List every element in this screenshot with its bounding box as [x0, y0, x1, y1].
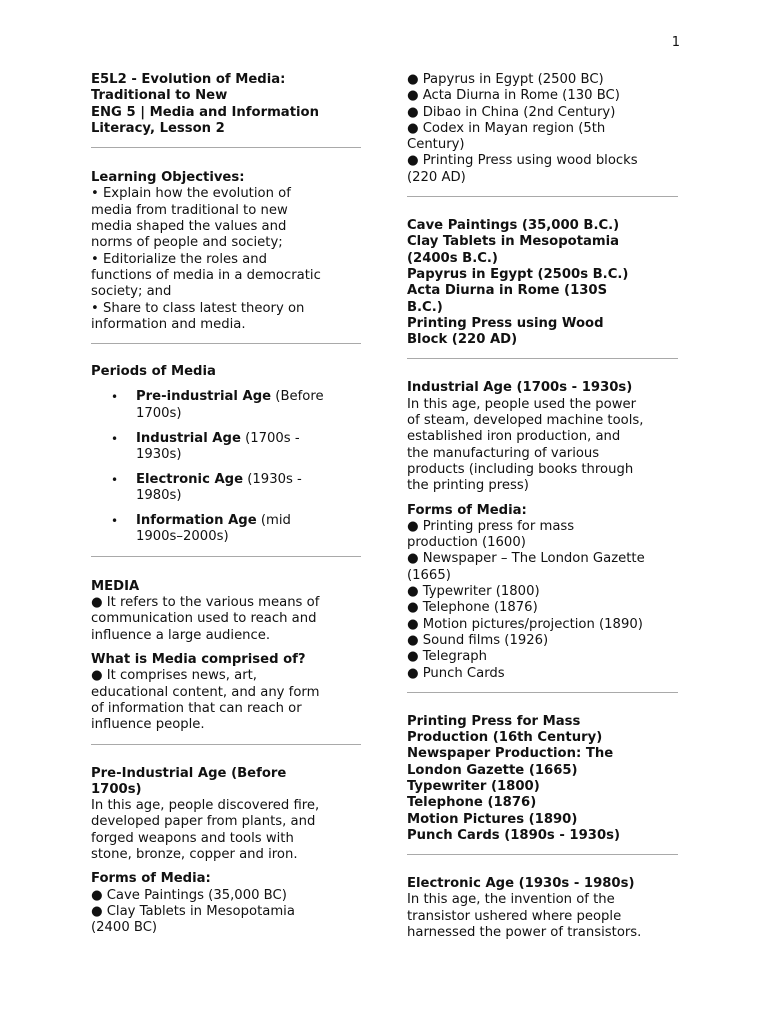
section-heading: MEDIA: [91, 578, 140, 594]
text-line: ● Clay Tablets in Mesopotamia: [91, 903, 295, 919]
text-line: (2400s B.C.): [407, 250, 498, 266]
text-line: ● Punch Cards: [407, 665, 505, 681]
text-line: ● Printing Press using wood blocks: [407, 153, 638, 169]
text-line: ● Newspaper – The London Gazette: [407, 551, 645, 567]
text-line: ● Telephone (1876): [407, 600, 538, 616]
text-line: Block (220 AD): [407, 332, 518, 348]
section-heading: Pre-Industrial Age (Before: [91, 765, 287, 781]
text-line: Printing Press using Wood: [407, 315, 604, 331]
text-line: Century): [407, 137, 465, 153]
period-range: 1980s): [136, 487, 182, 503]
text-line: ● Printing press for mass: [407, 518, 575, 534]
text-line: of information that can reach or: [91, 700, 302, 716]
text-line: (1665): [407, 567, 451, 583]
text-line: the manufacturing of various: [407, 445, 600, 461]
period-name: Information Age: [136, 512, 257, 528]
text-line: of steam, developed machine tools,: [407, 413, 644, 429]
text-line: Cave Paintings (35,000 B.C.): [407, 218, 620, 234]
list-item: [91, 472, 361, 505]
text-line: • Explain how the evolution of: [91, 186, 291, 202]
text-line: ● Cave Paintings (35,000 BC): [91, 887, 287, 903]
period-range: 1700s): [136, 405, 182, 421]
section-heading: Electronic Age (1930s - 1980s): [407, 876, 635, 892]
section-heading: Industrial Age (1700s - 1930s): [407, 380, 633, 396]
text-line: ● Acta Diurna in Rome (130 BC): [407, 88, 620, 104]
list-item: [91, 389, 361, 422]
text-line: Motion Pictures (1890): [407, 811, 578, 827]
period-range: 1930s): [136, 446, 182, 462]
period-range: 1900s–2000s): [136, 529, 229, 545]
text-line: the printing press): [407, 478, 529, 494]
header-line: E5L2 - Evolution of Media:: [91, 72, 286, 87]
list-item: [91, 431, 361, 464]
list-item: [91, 513, 361, 546]
text-line: established iron production, and: [407, 429, 621, 445]
bullet: •: [111, 431, 119, 446]
pre-industrial-section: [91, 766, 361, 937]
text-line: • Share to class latest theory on: [91, 300, 305, 316]
text-line: Production (16th Century): [407, 730, 603, 746]
period-range: (1930s -: [243, 471, 302, 487]
text-line: ● It refers to the various means of: [91, 595, 320, 611]
text-line: information and media.: [91, 316, 246, 332]
right-column: [407, 72, 678, 941]
text-line: Papyrus in Egypt (2500s B.C.): [407, 266, 629, 282]
text-line: ● Dibao in China (2nd Century): [407, 104, 616, 120]
header-line: ENG 5 | Media and Information: [91, 104, 319, 120]
period-name: Pre-industrial Age: [136, 389, 272, 405]
text-line: ● Typewriter (1800): [407, 584, 540, 600]
text-line: production (1600): [407, 535, 526, 551]
text-line: influence people.: [91, 717, 205, 733]
text-line: Punch Cards (1890s - 1930s): [407, 827, 621, 843]
period-range: (mid: [256, 512, 291, 528]
text-line: forged weapons and tools with: [91, 830, 294, 846]
electronic-section: [407, 876, 678, 941]
text-line: ● Papyrus in Egypt (2500 BC): [407, 72, 604, 87]
period-range: (Before: [271, 389, 324, 405]
text-line: In this age, people discovered fire,: [91, 798, 320, 814]
bold-media-list: [407, 218, 678, 348]
text-line: norms of people and society;: [91, 235, 283, 251]
text-line: communication used to reach and: [91, 611, 317, 627]
text-line: developed paper from plants, and: [91, 814, 316, 830]
page-number: 1: [671, 35, 680, 50]
period-name: Industrial Age: [136, 430, 241, 446]
text-line: ● It comprises news, art,: [91, 668, 257, 684]
text-line: Newspaper Production: The: [407, 746, 614, 762]
text-line: (220 AD): [407, 169, 466, 185]
text-line: media from traditional to new: [91, 202, 288, 218]
text-line: ● Codex in Mayan region (5th: [407, 120, 606, 136]
text-line: society; and: [91, 284, 172, 300]
text-line: transistor ushered where people: [407, 908, 622, 924]
text-line: media shaped the values and: [91, 219, 287, 235]
bullet: •: [111, 513, 119, 528]
text-line: influence a large audience.: [91, 627, 271, 643]
periods-list: [91, 389, 361, 545]
text-line: functions of media in a democratic: [91, 267, 321, 283]
periods-of-media: [91, 364, 361, 545]
left-column: [91, 72, 361, 936]
media-forms-list: [407, 72, 678, 186]
text-line: B.C.): [407, 299, 443, 315]
text-line: Acta Diurna in Rome (130S: [407, 283, 608, 299]
text-line: Clay Tablets in Mesopotamia: [407, 234, 620, 250]
header-line: Literacy, Lesson 2: [91, 120, 225, 136]
section-heading: 1700s): [91, 781, 142, 797]
learning-objectives: [91, 170, 361, 333]
text-line: ● Motion pictures/projection (1890): [407, 616, 643, 632]
sub-heading: What is Media comprised of?: [91, 652, 306, 668]
text-line: ● Telegraph: [407, 649, 488, 665]
sub-heading: Forms of Media:: [407, 502, 527, 518]
media-section: [91, 579, 361, 734]
document-header: [91, 72, 361, 137]
sub-heading: Forms of Media:: [91, 871, 211, 887]
text-line: products (including books through: [407, 461, 634, 477]
text-line: In this age, people used the power: [407, 396, 637, 412]
text-line: educational content, and any form: [91, 684, 320, 700]
industrial-section: [407, 380, 678, 681]
bullet: •: [111, 390, 119, 405]
text-line: London Gazette (1665): [407, 762, 578, 778]
header-line: Traditional to New: [91, 88, 228, 104]
section-heading: Learning Objectives:: [91, 170, 245, 186]
text-line: • Editorialize the roles and: [91, 251, 267, 267]
text-line: Printing Press for Mass: [407, 713, 581, 729]
text-line: Typewriter (1800): [407, 778, 540, 794]
section-heading: Periods of Media: [91, 364, 216, 380]
text-line: In this age, the invention of the: [407, 892, 615, 908]
text-line: (2400 BC): [91, 920, 158, 936]
period-range: (1700s -: [240, 430, 300, 446]
bold-media-list-2: [407, 714, 678, 844]
text-line: stone, bronze, copper and iron.: [91, 846, 298, 862]
bullet: •: [111, 472, 119, 487]
text-line: ● Sound films (1926): [407, 632, 549, 648]
text-line: harnessed the power of transistors.: [407, 925, 642, 941]
period-name: Electronic Age: [136, 471, 244, 487]
text-line: Telephone (1876): [407, 795, 537, 811]
